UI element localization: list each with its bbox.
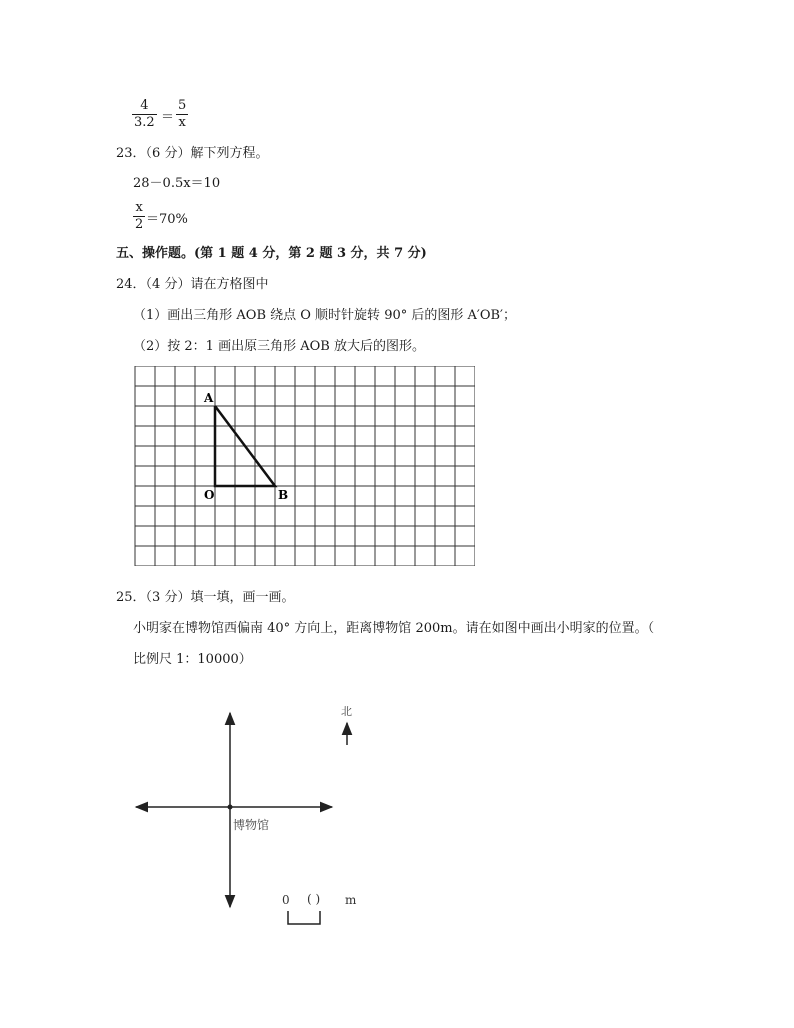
scale-blank: ( ) [307,892,321,906]
fraction-numerator: 5 [178,98,187,113]
section-5-title: 五、操作题。(第 1 题 4 分，第 2 题 3 分，共 7 分) [116,246,427,261]
question-23-title: 23．（6 分）解下列方程。 [116,146,269,161]
fraction-numerator: x [133,200,145,217]
scale-zero: 0 [282,893,290,907]
fraction-denominator: 3.2 [134,115,155,130]
museum-point [228,805,233,810]
fraction-denominator: x [178,115,186,130]
fraction-denominator: 2 [135,217,144,232]
question-25-line-2: 比例尺 1：10000） [133,652,252,667]
grid-figure [133,366,475,566]
question-25-line-1: 小明家在博物馆西偏南 40° 方向上，距离博物馆 200m。请在如图中画出小明家的位置。（ [133,621,655,636]
fraction-right [176,98,188,131]
north-label: 北 [341,705,352,718]
fraction-left [132,98,157,131]
question-25-title: 25．（3 分）填一填，画一画。 [116,590,295,605]
museum-label: 博物馆 [233,818,270,832]
vertex-label-b: B [278,488,289,502]
question-24-title: 24．（4 分）请在方格图中 [116,277,269,292]
equation-1: 28－0.5x＝10 [133,176,221,191]
equation-2-fraction [133,200,145,233]
equals-sign: ＝ [161,110,175,125]
scale-bar [288,911,320,924]
scale-unit: m [345,893,357,907]
question-24-part-2: （2）按 2：1 画出原三角形 AOB 放大后的图形。 [133,339,425,354]
equation-2-rhs: ＝70% [146,212,188,227]
direction-figure [130,695,362,927]
question-24-part-1: （1）画出三角形 AOB 绕点 O 顺时针旋转 90° 后的图形 A′OB′； [133,308,516,323]
vertex-label-o: O [204,488,215,502]
fraction-numerator: 4 [132,98,157,115]
vertex-label-a: A [204,391,214,405]
